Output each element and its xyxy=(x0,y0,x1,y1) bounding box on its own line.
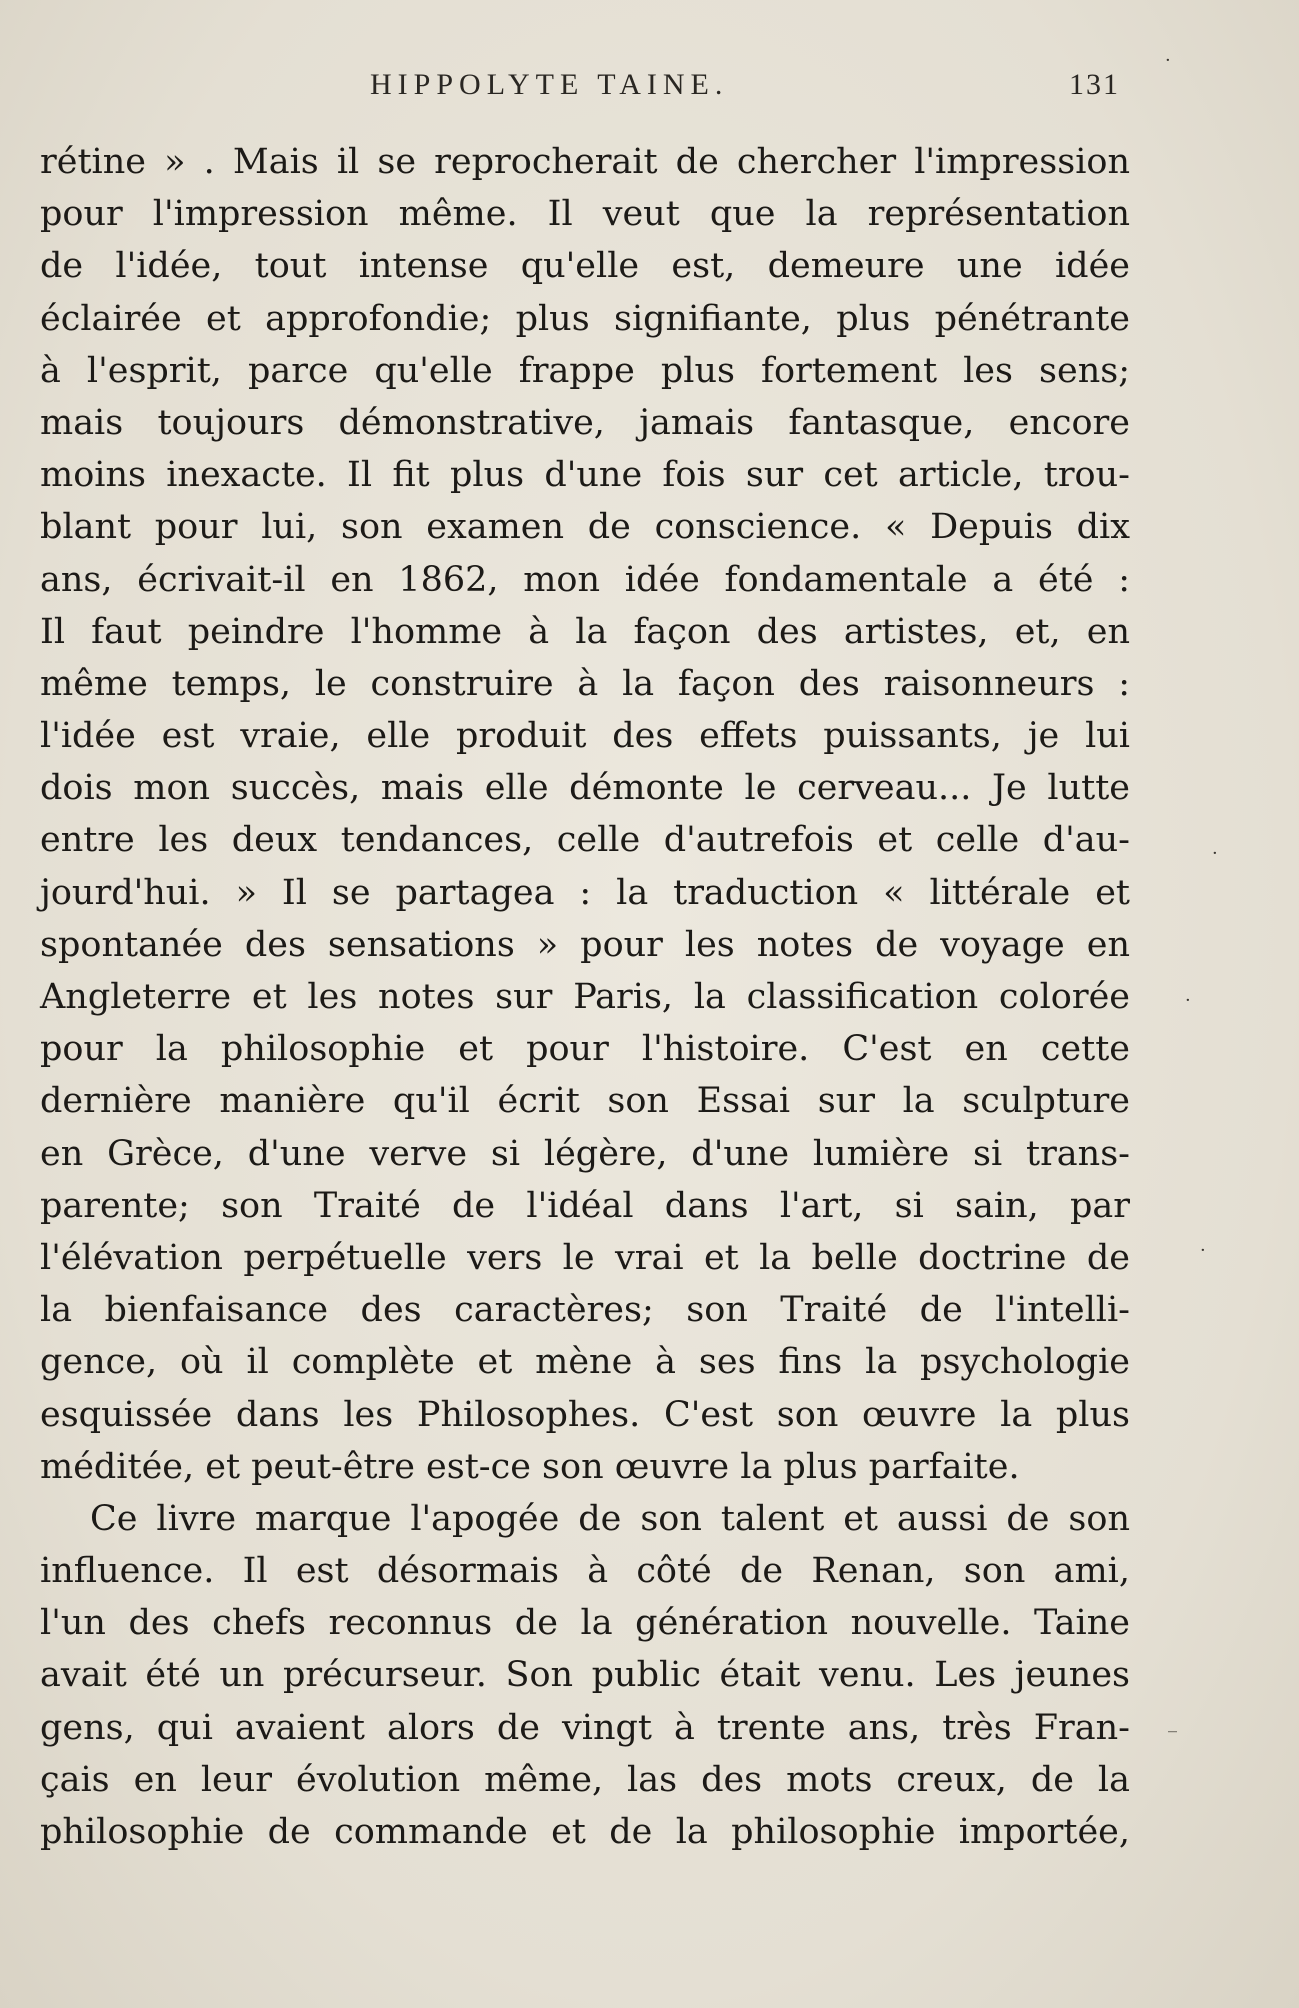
text-line: dernière manière qu'il écrit son Essai sur la sculpture xyxy=(40,1081,1130,1122)
body-text xyxy=(40,136,1130,1858)
text-line: même temps, le construire à la façon des raisonneurs : xyxy=(40,663,1130,704)
text-line: rétine » . Mais il se reprocherait de chercher l'impression xyxy=(40,142,1130,182)
text-line: gens, qui avaient alors de vingt à trente ans, très Fran- xyxy=(40,1707,1130,1748)
text-line: spontanée des sensations » pour les notes de voyage en xyxy=(40,924,1130,965)
text-line: gence, où il complète et mène à ses fins la psychologie xyxy=(40,1342,1130,1383)
text-line: parente; son Traité de l'idéal dans l'art, si sain, par xyxy=(40,1185,1130,1226)
text-line: Angleterre et les notes sur Paris, la classification colorée xyxy=(40,977,1130,1017)
text-line: Ce livre marque l'apogée de son talent et aussi de son xyxy=(90,1498,1130,1539)
text-line: esquissée dans les Philosophes. C'est son œuvre la plus xyxy=(40,1394,1130,1435)
text-line: de l'idée, tout intense qu'elle est, demeure une idée xyxy=(40,246,1130,287)
text-line: pour la philosophie et pour l'histoire. C'est en cette xyxy=(40,1029,1130,1070)
text-line: éclairée et approfondie; plus signifiante, plus pénétrante xyxy=(40,298,1130,339)
text-line: l'élévation perpétuelle vers le vrai et la belle doctrine de xyxy=(40,1237,1130,1278)
text-line: blant pour lui, son examen de conscience. « Depuis dix xyxy=(40,507,1130,548)
text-line: dois mon succès, mais elle démonte le cerveau... Je lutte xyxy=(40,768,1130,809)
text-line: entre les deux tendances, celle d'autrefois et celle d'au- xyxy=(40,820,1130,861)
speck-mark: · xyxy=(1200,1240,1206,1261)
speck-mark: · xyxy=(1212,843,1218,864)
text-line: jourd'hui. » Il se partagea : la traduction « littérale et xyxy=(40,872,1130,913)
text-line: ans, écrivait-il en 1862, mon idée fondamentale a été : xyxy=(40,559,1130,600)
speck-mark: _ xyxy=(1168,1712,1177,1733)
text-line: Il faut peindre l'homme à la façon des artistes, et, en xyxy=(40,611,1130,652)
text-line: avait été un précurseur. Son public était venu. Les jeunes xyxy=(40,1655,1130,1696)
text-line: en Grèce, d'une verve si légère, d'une lumière si trans- xyxy=(40,1133,1130,1174)
text-line: l'un des chefs reconnus de la génération nouvelle. Taine xyxy=(40,1603,1130,1644)
text-line: méditée, et peut-être est-ce son œuvre la plus parfaite. xyxy=(40,1446,1020,1487)
speck-mark: · xyxy=(1165,50,1171,71)
page-number: 131 xyxy=(1069,68,1120,101)
text-line: çais en leur évolution même, las des mots creux, de la xyxy=(40,1759,1130,1800)
text-line: la bienfaisance des caractères; son Traité de l'intelli- xyxy=(40,1290,1130,1331)
text-line: moins inexacte. Il fit plus d'une fois sur cet article, trou- xyxy=(40,455,1130,496)
page-header xyxy=(40,68,1120,112)
running-title: HIPPOLYTE TAINE. xyxy=(370,68,729,101)
text-line: philosophie de commande et de la philosophie importée, xyxy=(40,1812,1130,1852)
text-line: pour l'impression même. Il veut que la représentation xyxy=(40,194,1130,235)
text-line: influence. Il est désormais à côté de Renan, son ami, xyxy=(40,1551,1130,1592)
text-line: l'idée est vraie, elle produit des effets puissants, je lui xyxy=(40,716,1130,757)
speck-mark: · xyxy=(1185,990,1191,1011)
text-line: mais toujours démonstrative, jamais fantasque, encore xyxy=(40,402,1130,443)
text-line: à l'esprit, parce qu'elle frappe plus fortement les sens; xyxy=(40,350,1130,391)
